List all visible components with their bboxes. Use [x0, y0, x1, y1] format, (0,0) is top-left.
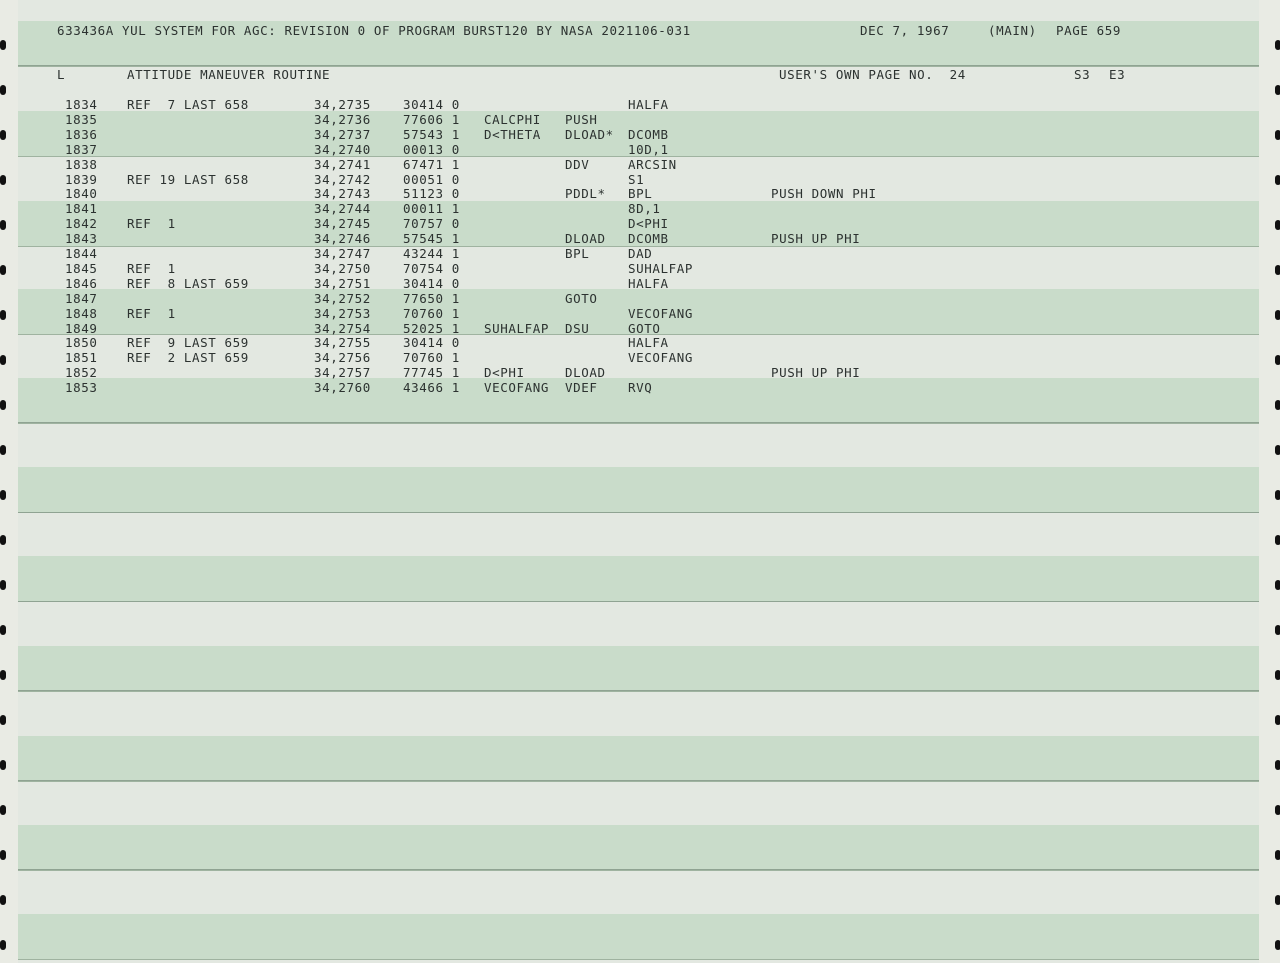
- line-number: 1845: [65, 260, 98, 276]
- listing-row: [0, 246, 1280, 261]
- address: 34,2740: [314, 141, 371, 157]
- address: 34,2744: [314, 201, 371, 217]
- section-label: (MAIN): [988, 23, 1037, 38]
- octal-code: 30414 0: [403, 97, 460, 112]
- line-number: 1852: [65, 365, 98, 381]
- feed-hole: [1275, 535, 1280, 545]
- feed-hole: [1275, 805, 1280, 815]
- band-rule: [18, 65, 1259, 66]
- octal-code: 52025 1: [403, 320, 460, 336]
- operand: BPL: [628, 186, 653, 202]
- address: 34,2737: [314, 126, 371, 142]
- octal-code: 70757 0: [403, 216, 460, 232]
- ref-note: REF 8 LAST 659: [127, 275, 249, 291]
- operand: S1: [628, 171, 645, 187]
- opcode: PDDL*: [565, 186, 606, 202]
- feed-hole: [1275, 40, 1280, 50]
- listing-row: [0, 231, 1280, 246]
- program-id: 633436A YUL SYSTEM FOR AGC: REVISION 0 OF PROGRAM BURST120 BY NASA 2021106-031: [57, 23, 691, 38]
- feed-hole: [1275, 850, 1280, 860]
- operand: DCOMB: [628, 126, 669, 142]
- line-number: 1842: [65, 216, 98, 232]
- octal-code: 70754 0: [403, 260, 460, 276]
- opcode: BPL: [565, 246, 590, 261]
- operand: 10D,1: [628, 141, 669, 157]
- feed-hole: [0, 625, 6, 635]
- label: SUHALFAP: [484, 320, 550, 336]
- feed-hole: [0, 400, 6, 410]
- band-rule: [18, 422, 1259, 423]
- listing-row: [0, 201, 1280, 216]
- address: 34,2743: [314, 186, 371, 202]
- ref-note: REF 1: [127, 216, 176, 232]
- line-number: 1838: [65, 156, 98, 172]
- opcode: VDEF: [565, 380, 598, 396]
- feed-hole: [0, 40, 6, 50]
- listing-row: [0, 127, 1280, 142]
- octal-code: 00011 1: [403, 201, 460, 217]
- line-number: 1843: [65, 231, 98, 247]
- feed-hole: [0, 850, 6, 860]
- address: 34,2746: [314, 231, 371, 247]
- line-number: 1841: [65, 201, 98, 217]
- listing-row: [0, 186, 1280, 201]
- address: 34,2752: [314, 290, 371, 306]
- address: 34,2756: [314, 350, 371, 366]
- address: 34,2755: [314, 335, 371, 351]
- operand: D<PHI: [628, 216, 669, 232]
- feed-hole: [1275, 670, 1280, 680]
- operand: ARCSIN: [628, 156, 677, 172]
- opcode: DDV: [565, 156, 590, 172]
- listing-row: [0, 306, 1280, 321]
- line-number: 1846: [65, 275, 98, 291]
- opcode: DSU: [565, 320, 590, 336]
- feed-hole: [1275, 895, 1280, 905]
- opcode: DLOAD: [565, 231, 606, 247]
- operand: RVQ: [628, 380, 653, 396]
- address: 34,2751: [314, 275, 371, 291]
- label: CALCPHI: [484, 111, 541, 127]
- address: 34,2745: [314, 216, 371, 232]
- octal-code: 57545 1: [403, 231, 460, 247]
- listing-row: [0, 216, 1280, 231]
- feed-hole: [0, 940, 6, 950]
- feed-hole: [0, 715, 6, 725]
- address: 34,2750: [314, 260, 371, 276]
- line-number: 1844: [65, 246, 98, 261]
- line-number: 1837: [65, 141, 98, 157]
- address: 34,2741: [314, 156, 371, 172]
- feed-hole: [1275, 580, 1280, 590]
- band-rule: [18, 690, 1259, 691]
- ref-note: REF 1: [127, 260, 176, 276]
- feed-hole: [0, 670, 6, 680]
- line-number: 1850: [65, 335, 98, 351]
- octal-code: 30414 0: [403, 275, 460, 291]
- band-rule: [18, 780, 1259, 781]
- feed-hole: [0, 85, 6, 95]
- feed-hole: [0, 580, 6, 590]
- line-number: 1835: [65, 111, 98, 127]
- feed-hole: [0, 445, 6, 455]
- address: 34,2760: [314, 380, 371, 396]
- listing-row: [0, 321, 1280, 336]
- feed-hole: [1275, 85, 1280, 95]
- operand: HALFA: [628, 275, 669, 291]
- operand: HALFA: [628, 97, 669, 112]
- operand: DCOMB: [628, 231, 669, 247]
- paper-band: [18, 914, 1259, 960]
- feed-hole: [1275, 445, 1280, 455]
- line-number: 1836: [65, 126, 98, 142]
- listing-row: [0, 380, 1280, 395]
- paper-band: [18, 825, 1259, 871]
- operand: GOTO: [628, 320, 661, 336]
- operand: HALFA: [628, 335, 669, 351]
- address: 34,2742: [314, 171, 371, 187]
- octal-code: 67471 1: [403, 156, 460, 172]
- feed-hole: [0, 760, 6, 770]
- octal-code: 77745 1: [403, 365, 460, 381]
- line-number: 1853: [65, 380, 98, 396]
- line-number: 1851: [65, 350, 98, 366]
- ref-note: REF 1: [127, 305, 176, 321]
- feed-hole: [1275, 490, 1280, 500]
- line-number: 1834: [65, 97, 98, 112]
- line-number: 1849: [65, 320, 98, 336]
- octal-code: 00051 0: [403, 171, 460, 187]
- operand: DAD: [628, 246, 653, 261]
- e3-marker: E3: [1109, 67, 1126, 82]
- paper-band: [18, 467, 1259, 513]
- opcode: DLOAD: [565, 365, 606, 381]
- operand: VECOFANG: [628, 305, 694, 321]
- listing-row: [0, 261, 1280, 276]
- operand: VECOFANG: [628, 350, 694, 366]
- octal-code: 43466 1: [403, 380, 460, 396]
- feed-hole: [0, 805, 6, 815]
- address: 34,2754: [314, 320, 371, 336]
- page-number: PAGE 659: [1056, 23, 1122, 38]
- band-rule: [18, 601, 1259, 602]
- ref-note: REF 9 LAST 659: [127, 335, 249, 351]
- feed-hole: [1275, 760, 1280, 770]
- label: D<THETA: [484, 126, 541, 142]
- octal-code: 43244 1: [403, 246, 460, 261]
- print-date: DEC 7, 1967: [860, 23, 950, 38]
- line-number: 1839: [65, 171, 98, 187]
- listing-marker: L: [57, 67, 66, 82]
- ref-note: REF 2 LAST 659: [127, 350, 249, 366]
- opcode: DLOAD*: [565, 126, 614, 142]
- octal-code: 57543 1: [403, 126, 460, 142]
- routine-title: ATTITUDE MANEUVER ROUTINE: [127, 67, 331, 82]
- octal-code: 51123 0: [403, 186, 460, 202]
- listing-row: [0, 142, 1280, 157]
- ref-note: REF 19 LAST 658: [127, 171, 249, 187]
- address: 34,2757: [314, 365, 371, 381]
- comment: PUSH UP PHI: [771, 365, 861, 381]
- band-rule: [18, 512, 1259, 513]
- octal-code: 30414 0: [403, 335, 460, 351]
- comment: PUSH DOWN PHI: [771, 186, 877, 202]
- feed-hole: [1275, 715, 1280, 725]
- line-number: 1847: [65, 290, 98, 306]
- feed-hole: [1275, 400, 1280, 410]
- octal-code: 70760 1: [403, 305, 460, 321]
- paper-band: [18, 736, 1259, 782]
- paper-band: [18, 646, 1259, 692]
- comment: PUSH UP PHI: [771, 231, 861, 247]
- listing-row: [0, 112, 1280, 127]
- listing-row: [0, 291, 1280, 306]
- label: D<PHI: [484, 365, 525, 381]
- listing-row: [0, 172, 1280, 187]
- octal-code: 00013 0: [403, 141, 460, 157]
- listing-row: [0, 350, 1280, 365]
- octal-code: 77650 1: [403, 290, 460, 306]
- s3-marker: S3: [1074, 67, 1091, 82]
- listing-row: [0, 157, 1280, 172]
- paper-band: [18, 556, 1259, 602]
- line-number: 1840: [65, 186, 98, 202]
- feed-hole: [1275, 625, 1280, 635]
- octal-code: 77606 1: [403, 111, 460, 127]
- listing-row: [0, 97, 1280, 112]
- feed-hole: [0, 535, 6, 545]
- ref-note: REF 7 LAST 658: [127, 97, 249, 112]
- feed-hole: [1275, 940, 1280, 950]
- feed-hole: [0, 895, 6, 905]
- octal-code: 70760 1: [403, 350, 460, 366]
- address: 34,2747: [314, 246, 371, 261]
- feed-hole: [0, 490, 6, 500]
- band-rule: [18, 869, 1259, 870]
- label: VECOFANG: [484, 380, 550, 396]
- opcode: GOTO: [565, 290, 598, 306]
- operand: SUHALFAP: [628, 260, 694, 276]
- listing-row: [0, 365, 1280, 380]
- listing-row: [0, 335, 1280, 350]
- address: 34,2753: [314, 305, 371, 321]
- users-page-number: USER'S OWN PAGE NO. 24: [779, 67, 966, 82]
- address: 34,2735: [314, 97, 371, 112]
- operand: 8D,1: [628, 201, 661, 217]
- address: 34,2736: [314, 111, 371, 127]
- listing-row: [0, 276, 1280, 291]
- line-number: 1848: [65, 305, 98, 321]
- opcode: PUSH: [565, 111, 598, 127]
